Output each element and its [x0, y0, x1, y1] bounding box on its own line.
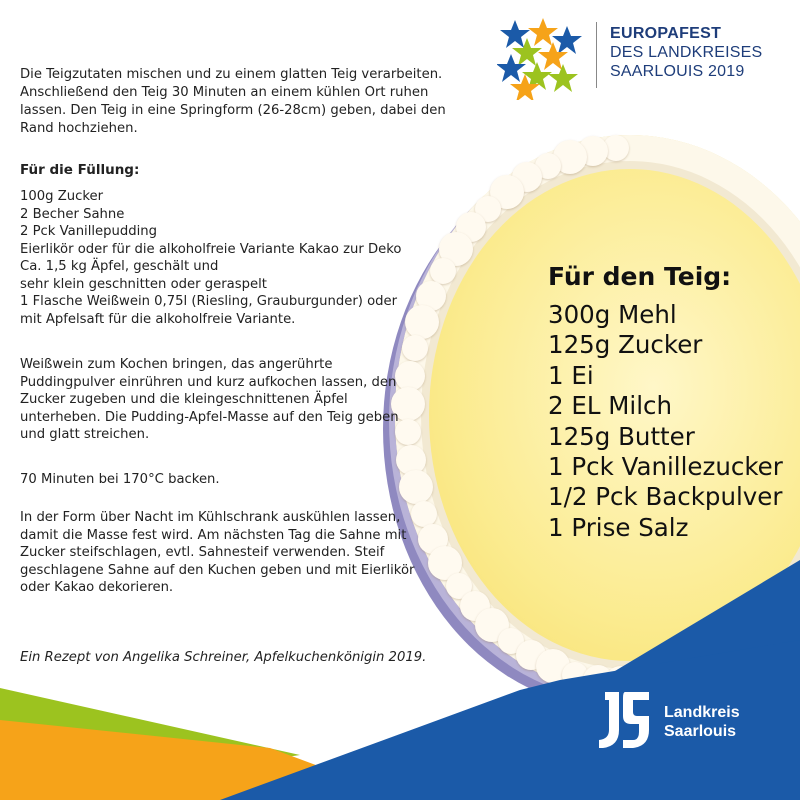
filling-heading: Für die Füllung:: [20, 162, 140, 178]
dough-heading: Für den Teig:: [548, 262, 732, 291]
brand-text: [664, 703, 740, 741]
intro-paragraph: Die Teigzutaten mischen und zu einem glatten Teig verarbeiten. Anschließend den Teig 30 Minuten an einem kühlen Ort ruhen lassen. Den Teig in eine Springform (26-28cm) geben, dabei den Rand hochziehen.: [20, 67, 446, 136]
bake-instruction: 70 Minuten bei 170°C backen.: [20, 472, 220, 487]
filling-item: 1 Flasche Weißwein 0,75l (Riesling, Grauburgunder) oder: [20, 294, 398, 309]
dough-item: 2 EL Milch: [548, 391, 673, 421]
recipe-credit: Ein Rezept von Angelika Schreiner, Apfelkuchenkönigin 2019.: [20, 650, 427, 665]
landkreis-saarlouis-logo-icon: [597, 690, 653, 752]
cooling-paragraph: In der Form über Nacht im Kühlschrank auskühlen lassen, damit die Masse fest wird. Am nächsten Tag die Sahne mit Zucker steifschlagen, evtl. Sahnesteif verwenden. Steif geschlagene Sahne auf den Kuchen geben und mit Eierlikör oder Kakao dekorieren.: [20, 510, 415, 595]
dough-item: 1 Prise Salz: [548, 512, 689, 542]
filling-list: [20, 188, 440, 328]
event-subtitle-2: SAARLOUIS 2019: [610, 63, 745, 80]
filling-item: Ca. 1,5 kg Äpfel, geschält und: [20, 259, 219, 274]
dough-item: 1 Ei: [548, 360, 594, 390]
filling-item: 2 Pck Vanillepudding: [20, 224, 158, 239]
filling-item: Eierlikör oder für die alkoholfreie Variante Kakao zur Deko: [20, 241, 402, 257]
dough-item: 1/2 Pck Backpulver: [548, 482, 783, 512]
filling-item: 100g Zucker: [20, 189, 104, 204]
dough-item: 1 Pck Vanillezucker: [548, 452, 783, 482]
dough-item: 125g Butter: [548, 421, 695, 451]
brand-line-2: Saarlouis: [664, 723, 737, 740]
event-title: EUROPAFEST: [610, 25, 722, 42]
event-logo-text: [610, 24, 762, 81]
europe-stars-icon: [497, 18, 585, 100]
dough-item: 300g Mehl: [548, 300, 677, 329]
event-subtitle-1: DES LANDKREISES: [610, 44, 763, 61]
logo-divider: [596, 22, 597, 88]
steps-paragraph: Weißwein zum Kochen bringen, das angerührte Puddingpulver einrühren und kurz aufkochen lassen, den Zucker zugeben und die kleingeschnittenen Äpfel unterheben. Die Pudding-Apfel-Masse auf den Teig geben und glatt streichen.: [20, 357, 399, 442]
brand-line-1: Landkreis: [664, 704, 740, 721]
filling-item: 2 Becher Sahne: [20, 206, 125, 222]
filling-item: sehr klein geschnitten oder geraspelt: [20, 276, 267, 292]
filling-item: mit Apfelsaft für die alkoholfreie Variante.: [20, 311, 296, 327]
dough-list: [548, 300, 783, 543]
dough-item: 125g Zucker: [548, 330, 703, 360]
